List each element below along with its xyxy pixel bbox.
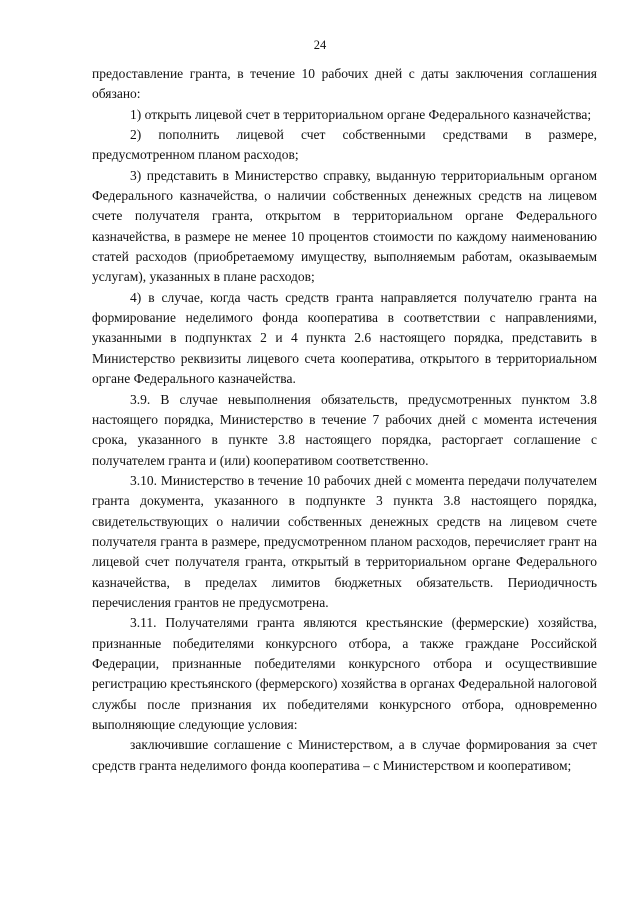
- paragraph: 3) представить в Министерство справку, выданную территориальным органом Федерального казначейства, о наличии собственных денежных средств на лицевом счете получателя гранта, открытом в территориальном органе Федерального казначейства, в размере не менее 10 процентов стоимости по каждому наименованию статей расходов (приобретаемому имуществу, выполняемым работам, оказываемым услугам), указанных в плане расходов;: [92, 167, 597, 285]
- page-number: 24: [313, 38, 327, 52]
- paragraph: 3.11. Получателями гранта являются крестьянские (фермерские) хозяйства, признанные победителями конкурсного отбора, а также граждане Российской Федерации, признанные победителями конкурсного отбора и осуществившие регистрацию крестьянского (фермерского) хозяйства в органах Федеральной налоговой службы после признания их победителями конкурсного отбора, одновременно выполняющие следующие условия:: [92, 615, 597, 732]
- paragraph: 3.9. В случае невыполнения обязательств, предусмотренных пунктом 3.8 настоящего порядка, Министерство в течение 7 рабочих дней с момента истечения срока, указанного в пункте 3.8 настоящего порядка, расторгает соглашение с получателем гранта и (или) кооперативом соответственно.: [92, 391, 597, 468]
- paragraph: 2) пополнить лицевой счет собственными средствами в размере, предусмотренном планом расходов;: [92, 127, 597, 163]
- paragraph: заключившие соглашение с Министерством, а в случае формирования за счет средств гранта неделимого фонда кооператива – с Министерством и кооперативом;: [92, 737, 597, 773]
- paragraph: предоставление гранта, в течение 10 рабочих дней с даты заключения соглашения обязано:: [92, 66, 597, 102]
- document-body: [92, 64, 597, 776]
- paragraph: 1) открыть лицевой счет в территориальном органе Федерального казначейства;: [130, 106, 592, 122]
- paragraph: 4) в случае, когда часть средств гранта направляется получателю гранта на формирование неделимого фонда кооператива в соответствии с направлениями, указанными в подпунктах 2 и 4 пункта 2.6 настоящего порядка, представить в Министерство реквизиты лицевого счета кооператива, открытого в территориальном органе Федерального казначейства.: [92, 289, 597, 387]
- paragraph: 3.10. Министерство в течение 10 рабочих дней с момента передачи получателем гранта документа, указанного в подпункте 3 пункта 3.8 настоящего порядка, свидетельствующих о наличии собственных денежных средств на лицевом счете получателя гранта в размере, предусмотренном планом расходов, перечисляет грант на лицевой счет получателя гранта, открытый в территориальном органе Федерального казначейства, в пределах лимитов бюджетных обязательств. Периодичность перечисления грантов не предусмотрена.: [92, 472, 597, 610]
